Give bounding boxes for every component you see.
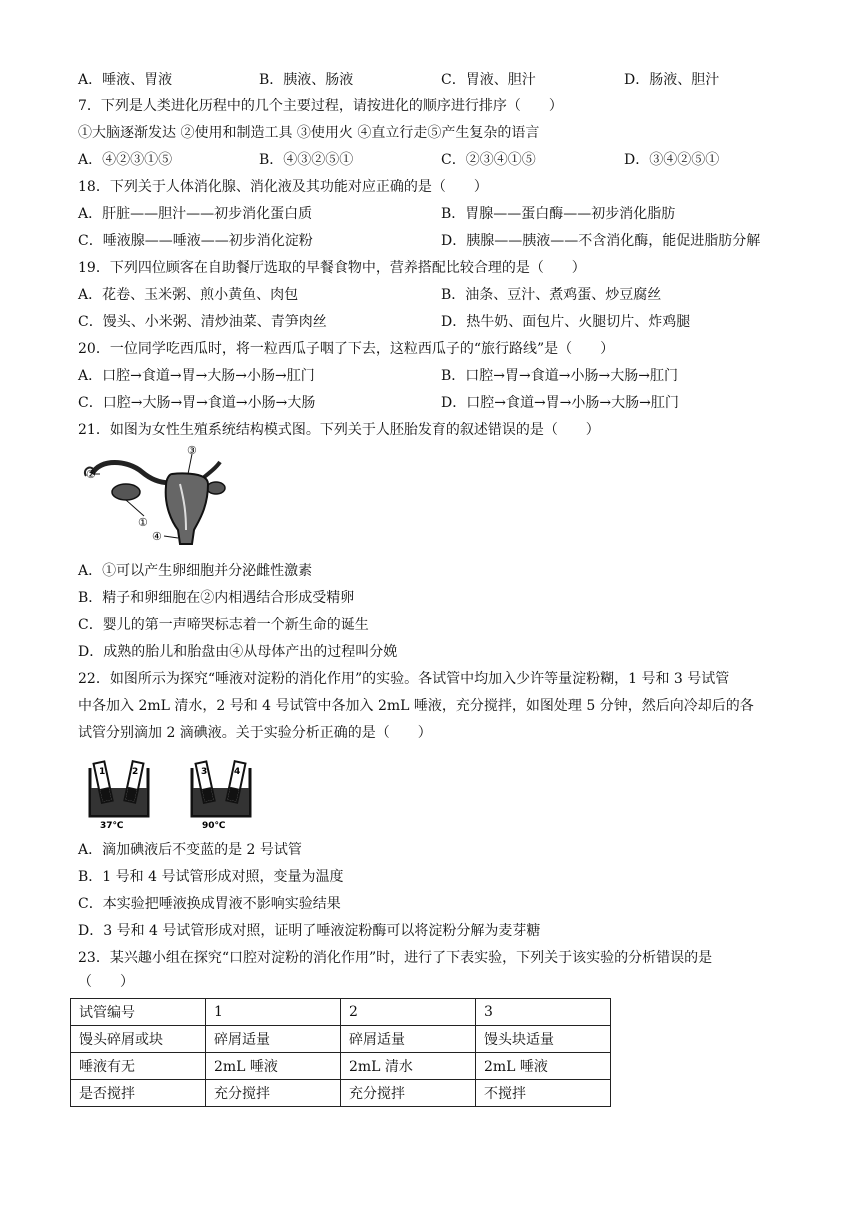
table-cell: 不搅拌 bbox=[476, 1080, 611, 1107]
q17-option-c: C．②③④①⑤ bbox=[441, 152, 536, 168]
q22-stem-line3: 试管分别滴加 2 滴碘液。关于实验分析正确的是（ ） bbox=[78, 725, 432, 741]
q22-stem-line1: 22．如图所示为探究“唾液对淀粉的消化作用”的实验。各试管中均加入少许等量淀粉糊，1 号和 3 号试管 bbox=[78, 671, 730, 687]
q23-stem-tail: （ ） bbox=[78, 974, 134, 990]
table-cell: 1 bbox=[206, 999, 341, 1026]
beaker-37c bbox=[90, 761, 148, 831]
water-bath-figure bbox=[84, 754, 264, 834]
q23-stem: 23．某兴趣小组在探究“口腔对淀粉的消化作用”时，进行了下表实验，下列关于该实验的分析错误的是 bbox=[78, 950, 713, 966]
q22-stem-line2: 中各加入 2mL 清水，2 号和 4 号试管中各加入 2mL 唾液，充分搅拌，如图处理 5 分钟，然后向冷却后的各 bbox=[78, 698, 754, 714]
experiment-table bbox=[70, 998, 611, 1107]
table-cell: 碎屑适量 bbox=[206, 1026, 341, 1053]
table-row bbox=[71, 999, 611, 1026]
q19-option-a: A．花卷、玉米粥、煎小黄鱼、肉包 bbox=[78, 287, 299, 303]
table-cell: 3 bbox=[476, 999, 611, 1026]
q18-option-d: D．胰腺——胰液——不含消化酶，能促进脂肪分解 bbox=[441, 233, 761, 249]
q21-option-b: B．精子和卵细胞在②内相遇结合形成受精卵 bbox=[78, 590, 355, 606]
table-cell: 馒头碎屑或块 bbox=[71, 1026, 206, 1053]
table-row bbox=[71, 1026, 611, 1053]
table-cell: 碎屑适量 bbox=[341, 1026, 476, 1053]
q17-items: ①大脑逐渐发达 ②使用和制造工具 ③使用火 ④直立行走⑤产生复杂的语言 bbox=[78, 125, 540, 141]
q20-option-c: C．口腔→大肠→胃→食道→小肠→大肠 bbox=[78, 395, 316, 411]
beaker-90c bbox=[192, 761, 250, 831]
table-cell: 2mL 唾液 bbox=[206, 1053, 341, 1080]
q18-option-a: A．肝脏——胆汁——初步消化蛋白质 bbox=[78, 206, 313, 222]
table-cell: 唾液有无 bbox=[71, 1053, 206, 1080]
tube-label-2: 2 bbox=[132, 767, 139, 777]
tube-label-3: 3 bbox=[201, 767, 208, 777]
table-cell: 试管编号 bbox=[71, 999, 206, 1026]
q22-option-d: D．3 号和 4 号试管形成对照，证明了唾液淀粉酶可以将淀粉分解为麦芽糖 bbox=[78, 923, 541, 939]
figure-label-3: ③ bbox=[187, 444, 197, 457]
q19-option-c: C．馒头、小米粥、清炒油菜、青笋肉丝 bbox=[78, 314, 327, 330]
q22-option-c: C．本实验把唾液换成胃液不影响实验结果 bbox=[78, 896, 341, 912]
table-row bbox=[71, 1053, 611, 1080]
temp-label-90: 90℃ bbox=[202, 821, 226, 831]
q19-option-b: B．油条、豆汁、煮鸡蛋、炒豆腐丝 bbox=[441, 287, 662, 303]
figure-label-2: ② bbox=[86, 468, 96, 481]
q17-option-b: B．④③②⑤① bbox=[259, 152, 354, 168]
tube-label-4: 4 bbox=[234, 767, 241, 777]
q17-stem: 7．下列是人类进化历程中的几个主要过程，请按进化的顺序进行排序（ ） bbox=[78, 98, 563, 114]
temp-label-37: 37℃ bbox=[100, 821, 124, 831]
table-cell: 充分搅拌 bbox=[206, 1080, 341, 1107]
table-cell: 2mL 清水 bbox=[341, 1053, 476, 1080]
q18-option-c: C．唾液腺——唾液——初步消化淀粉 bbox=[78, 233, 313, 249]
table-cell: 是否搅拌 bbox=[71, 1080, 206, 1107]
q17-option-d: D．③④②⑤① bbox=[624, 152, 720, 168]
table-row bbox=[71, 1080, 611, 1107]
q22-option-a: A．滴加碘液后不变蓝的是 2 号试管 bbox=[78, 842, 302, 858]
female-reproductive-system-figure bbox=[80, 444, 240, 556]
q17-option-a: A．④②③①⑤ bbox=[78, 152, 173, 168]
q20-option-a: A．口腔→食道→胃→大肠→小肠→肛门 bbox=[78, 368, 315, 384]
q20-stem: 20．一位同学吃西瓜时，将一粒西瓜子咽了下去，这粒西瓜子的“旅行路线”是（ ） bbox=[78, 341, 615, 357]
table-cell: 2 bbox=[341, 999, 476, 1026]
figure-label-1: ① bbox=[138, 516, 148, 529]
q18-stem: 18．下列关于人体消化腺、消化液及其功能对应正确的是（ ） bbox=[78, 179, 488, 195]
tube-label-1: 1 bbox=[99, 767, 106, 777]
q6-option-d: D．肠液、胆汁 bbox=[624, 72, 720, 88]
q6-option-b: B．胰液、肠液 bbox=[259, 72, 354, 88]
q21-option-c: C．婴儿的第一声啼哭标志着一个新生命的诞生 bbox=[78, 617, 369, 633]
q18-option-b: B．胃腺——蛋白酶——初步消化脂肪 bbox=[441, 206, 676, 222]
q20-option-d: D．口腔→食道→胃→小肠→大肠→肛门 bbox=[441, 395, 679, 411]
q21-stem: 21．如图为女性生殖系统结构模式图。下列关于人胚胎发育的叙述错误的是（ ） bbox=[78, 422, 600, 438]
table-cell: 2mL 唾液 bbox=[476, 1053, 611, 1080]
table-cell: 充分搅拌 bbox=[341, 1080, 476, 1107]
figure-label-4: ④ bbox=[152, 530, 162, 543]
q20-option-b: B．口腔→胃→食道→小肠→大肠→肛门 bbox=[441, 368, 678, 384]
q6-option-a: A．唾液、胃液 bbox=[78, 72, 173, 88]
q21-option-a: A．①可以产生卵细胞并分泌雌性激素 bbox=[78, 563, 313, 579]
q19-option-d: D．热牛奶、面包片、火腿切片、炸鸡腿 bbox=[441, 314, 691, 330]
q21-option-d: D．成熟的胎儿和胎盘由④从母体产出的过程叫分娩 bbox=[78, 644, 398, 660]
q22-option-b: B．1 号和 4 号试管形成对照，变量为温度 bbox=[78, 869, 344, 885]
table-cell: 馒头块适量 bbox=[476, 1026, 611, 1053]
q6-option-c: C．胃液、胆汁 bbox=[441, 72, 536, 88]
q19-stem: 19．下列四位顾客在自助餐厅选取的早餐食物中，营养搭配比较合理的是（ ） bbox=[78, 260, 586, 276]
